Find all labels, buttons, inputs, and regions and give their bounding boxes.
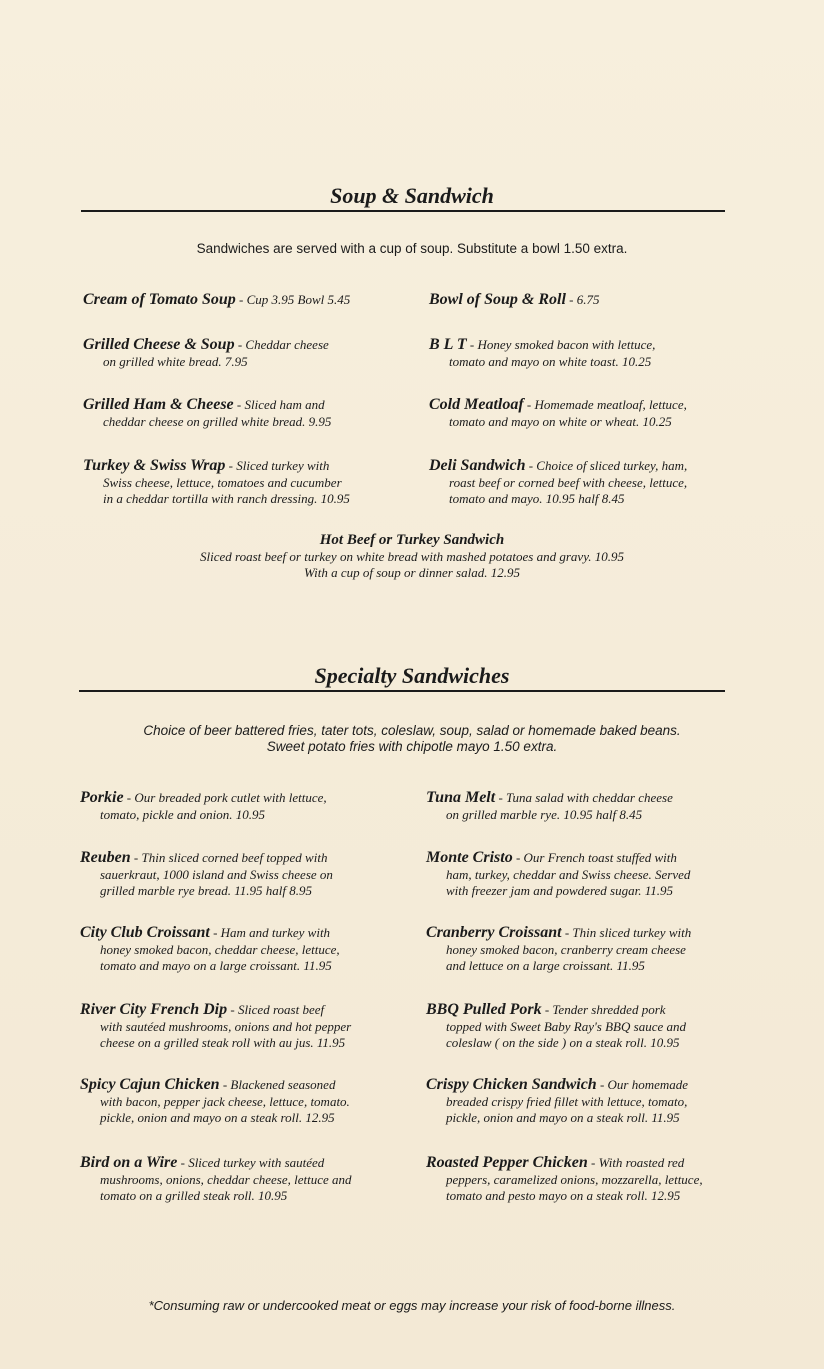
item-name: Roasted Pepper Chicken: [426, 1154, 588, 1171]
item-desc-line: tomato and mayo on a large croissant. 11.95: [100, 958, 332, 973]
specialty-section-note: [0, 723, 824, 755]
item-desc-line: tomato, pickle and onion. 10.95: [100, 806, 266, 822]
specialty-note-line: Choice of beer battered fries, tater tots, coleslaw, soup, salad or homemade baked beans.: [143, 723, 681, 738]
food-safety-disclaimer: *Consuming raw or undercooked meat or eggs may increase your risk of food-borne illness.: [148, 1298, 676, 1313]
menu-item: [429, 397, 759, 430]
item-desc: - Our homemade: [596, 1077, 689, 1092]
item-name: Deli Sandwich: [429, 457, 526, 474]
item-name: Cold Meatloaf: [429, 396, 524, 413]
item-desc: - Tuna salad with cheddar cheese: [495, 790, 673, 805]
item-name: Monte Cristo: [426, 849, 513, 866]
specialty-note-line: Sweet potato fries with chipotle mayo 1.50 extra.: [266, 739, 558, 754]
item-desc: - Our French toast stuffed with: [512, 850, 677, 865]
item-name: Reuben: [80, 849, 131, 866]
menu-item: [83, 292, 413, 309]
soup-section-title: Soup & Sandwich: [330, 183, 494, 208]
item-name: Spicy Cajun Chicken: [80, 1076, 220, 1093]
menu-item: [426, 1002, 756, 1052]
menu-item: [426, 790, 756, 823]
menu-item: [83, 337, 413, 370]
item-name: Cranberry Croissant: [426, 924, 562, 941]
item-desc-line: roast beef or corned beef with cheese, lettuce,: [449, 474, 688, 490]
menu-item: [426, 1155, 756, 1205]
item-name: BBQ Pulled Pork: [426, 1001, 542, 1018]
item-name: Tuna Melt: [426, 789, 496, 806]
menu-item: [83, 397, 413, 430]
item-desc-line: with bacon, pepper jack cheese, lettuce, tomato.: [100, 1093, 350, 1109]
item-desc-line: mushrooms, onions, cheddar cheese, lettuce and: [100, 1171, 352, 1187]
item-name: Cream of Tomato Soup: [83, 291, 236, 308]
item-desc-line: pickle, onion and mayo on a steak roll. 11.95: [446, 1110, 680, 1125]
specialty-section-title: Specialty Sandwiches: [314, 663, 510, 688]
item-desc-line: cheese on a grilled steak roll with au jus. 11.95: [100, 1035, 346, 1050]
item-desc: - 6.75: [565, 292, 600, 307]
item-name: City Club Croissant: [80, 924, 210, 941]
item-desc: - Our breaded pork cutlet with lettuce,: [123, 790, 327, 805]
featured-item-line: Sliced roast beef or turkey on white bread with mashed potatoes and gravy. 10.95: [199, 548, 624, 564]
item-name: Bowl of Soup & Roll: [429, 291, 566, 308]
menu-item: [80, 1077, 410, 1127]
item-name: Porkie: [80, 789, 124, 806]
menu-item: [429, 337, 759, 370]
menu-item: [426, 1077, 756, 1127]
item-name: Crispy Chicken Sandwich: [426, 1076, 597, 1093]
menu-item: [429, 458, 759, 508]
item-desc-line: honey smoked bacon, cranberry cream cheese: [446, 941, 686, 957]
menu-item: [80, 1155, 410, 1205]
item-desc-line: peppers, caramelized onions, mozzarella, lettuce,: [446, 1171, 703, 1187]
item-desc: - Thin sliced corned beef topped with: [130, 850, 328, 865]
item-desc-line: topped with Sweet Baby Ray's BBQ sauce and: [446, 1018, 686, 1034]
item-desc-line: sauerkraut, 1000 island and Swiss cheese on: [100, 866, 333, 882]
item-desc: - With roasted red: [587, 1155, 685, 1170]
soup-section-note: Sandwiches are served with a cup of soup. Substitute a bowl 1.50 extra.: [196, 241, 628, 256]
item-name: Grilled Cheese & Soup: [83, 336, 235, 353]
menu-item: [80, 925, 410, 975]
menu-item: [426, 925, 756, 975]
item-desc: - Ham and turkey with: [209, 925, 331, 940]
menu-item: [80, 790, 410, 823]
item-desc-line: tomato and mayo on white or wheat. 10.25: [449, 413, 672, 429]
soup-section-rule: [81, 210, 725, 212]
item-desc: - Homemade meatloaf, lettuce,: [523, 397, 687, 412]
item-desc: - Sliced roast beef: [227, 1002, 325, 1017]
item-desc-line: tomato and mayo on white toast. 10.25: [449, 353, 652, 369]
item-desc: - Cup 3.95 Bowl 5.45: [235, 292, 351, 307]
item-desc-line: grilled marble rye bread. 11.95 half 8.95: [100, 883, 312, 898]
item-desc: - Honey smoked bacon with lettuce,: [466, 337, 656, 352]
item-desc: - Cheddar cheese: [234, 337, 329, 352]
item-desc: - Sliced turkey with: [225, 458, 330, 473]
item-desc-line: on grilled marble rye. 10.95 half 8.45: [446, 806, 643, 822]
item-desc-line: pickle, onion and mayo on a steak roll. 12.95: [100, 1110, 335, 1125]
item-desc: - Choice of sliced turkey, ham,: [525, 458, 688, 473]
item-name: Turkey & Swiss Wrap: [83, 457, 226, 474]
item-desc-line: with sautéed mushrooms, onions and hot pepper: [100, 1018, 352, 1034]
item-desc-line: in a cheddar tortilla with ranch dressing. 10.95: [103, 491, 350, 506]
item-desc-line: coleslaw ( on the side ) on a steak roll. 10.95: [446, 1035, 680, 1050]
featured-item-name: Hot Beef or Turkey Sandwich: [319, 532, 505, 548]
item-name: B L T: [429, 336, 467, 353]
item-desc-line: Swiss cheese, lettuce, tomatoes and cucumber: [103, 474, 342, 490]
item-desc: - Blackened seasoned: [219, 1077, 336, 1092]
item-desc-line: tomato and mayo. 10.95 half 8.45: [449, 491, 625, 506]
item-desc-line: honey smoked bacon, cheddar cheese, lettuce,: [100, 941, 340, 957]
item-desc-line: and lettuce on a large croissant. 11.95: [446, 958, 645, 973]
menu-item: [80, 1002, 410, 1052]
featured-item-line: With a cup of soup or dinner salad. 12.95: [304, 565, 520, 580]
item-desc: - Tender shredded pork: [541, 1002, 666, 1017]
menu-item: [83, 458, 413, 508]
item-desc-line: on grilled white bread. 7.95: [103, 353, 248, 369]
item-name: River City French Dip: [80, 1001, 228, 1018]
menu-item: [426, 850, 756, 900]
specialty-section-rule: [79, 690, 725, 692]
menu-item: [429, 292, 759, 309]
item-desc-line: with freezer jam and powdered sugar. 11.95: [446, 883, 674, 898]
menu-item: [80, 850, 410, 900]
item-desc: - Sliced turkey with sautéed: [177, 1155, 325, 1170]
item-name: Bird on a Wire: [80, 1154, 178, 1171]
item-desc-line: breaded crispy fried fillet with lettuce, tomato,: [446, 1093, 688, 1109]
item-desc: - Sliced ham and: [233, 397, 325, 412]
item-desc-line: tomato on a grilled steak roll. 10.95: [100, 1188, 288, 1203]
item-desc: - Thin sliced turkey with: [561, 925, 692, 940]
item-name: Grilled Ham & Cheese: [83, 396, 234, 413]
item-desc-line: ham, turkey, cheddar and Swiss cheese. Served: [446, 866, 691, 882]
item-desc-line: tomato and pesto mayo on a steak roll. 12.95: [446, 1188, 681, 1203]
featured-item: [0, 532, 824, 582]
item-desc-line: cheddar cheese on grilled white bread. 9.95: [103, 413, 332, 429]
